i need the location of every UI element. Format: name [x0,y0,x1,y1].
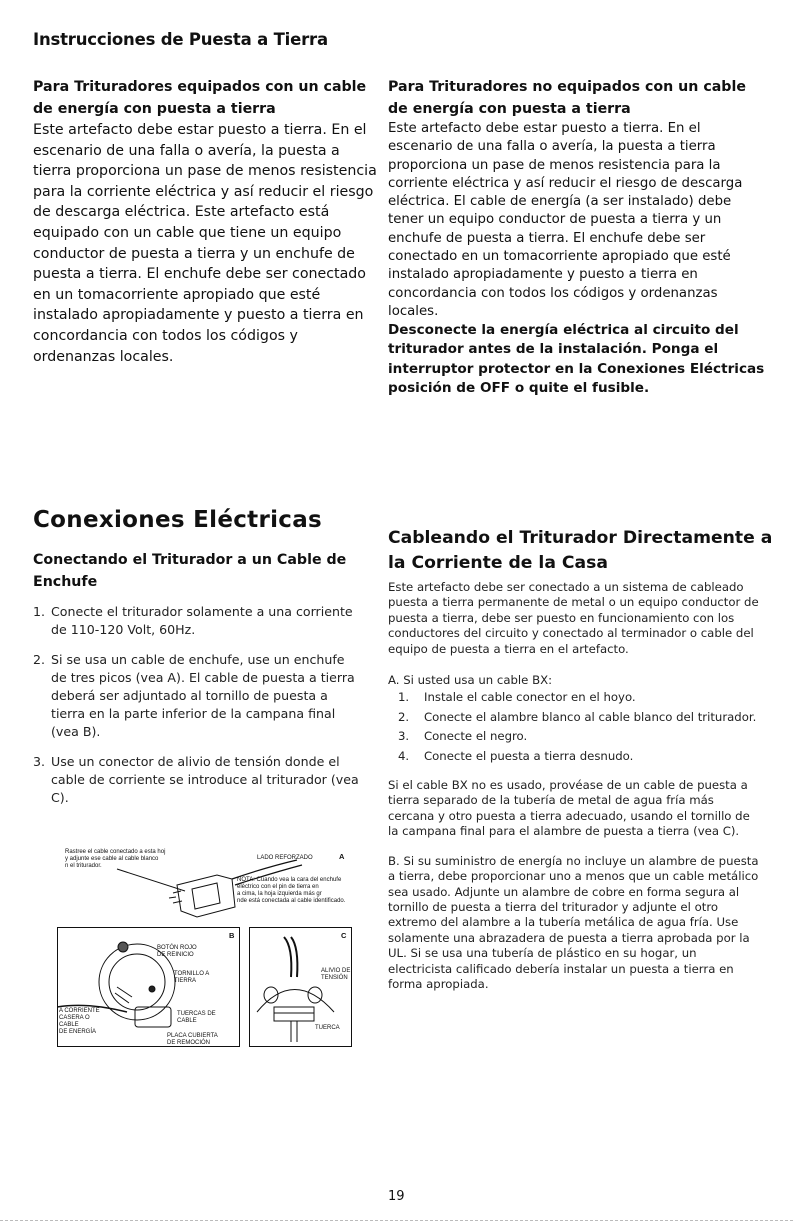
step-text: Si se usa un cable de enchufe, use un enchufe de tres picos (vea A). El cable de puesta a tierra deberá ser adjuntado al tornillo de puesta a tierra en la parte inferior de la campana final (vea B). [51,652,355,739]
direct-wiring-section [388,580,760,992]
list-item [33,603,363,639]
list-item [388,729,760,744]
ungrounded-cord-heading: Para Trituradores no equipados con un cable de energía con puesta a tierra [388,79,746,117]
figure-b-power-cord-line2: CASERA O [59,1015,90,1021]
step-number: 3. [33,754,46,769]
figure-b-reset-button-line1: BOTÓN ROJO [157,945,197,951]
grounded-cord-body: Este artefacto debe estar puesto a tierra. En el escenario de una falla o avería, la puesta a tierra proporciona un pase de menos resistencia para la corriente eléctrica y así reducir el riesgo de descarga eléctrica. Este artefacto está equipado con un cable que tiene un equipo conductor de puesta a tierra y un enchufe de puesta a tierra. El enchufe debe ser conectado en un tomacorriente apropiado que esté instalado apropiadamente y puesto a tierra en concordancia con todos los códigos y ordenanzas locales. [33,122,377,365]
grounded-cord-heading: Para Trituradores equipados con un cable de energía con puesta a tierra [33,79,367,117]
grounded-cord-section [33,76,378,367]
figure-b-cover-plate-line2: DE REMOCIÓN [167,1040,211,1046]
list-item [388,710,760,725]
figure-b-ground-screw-line1: TORNILLO A [174,971,210,977]
figure-b-disposer-diagram [57,927,240,1047]
plug-cord-heading: Conectando el Triturador a un Cable de Enchufe [33,552,347,590]
figure-b-letter: B [229,931,235,940]
list-item [33,753,363,807]
ungrounded-cord-body: Este artefacto debe estar puesto a tierra. En el escenario de una falla o avería, la puesta a tierra proporciona un pase de menos resistencia para la corriente eléctrica y así reducir el riesgo de descarga eléctrica. El cable de energía (a ser instalado) debe tener un equipo conductor de puesta a tierra y un enchufe de puesta a tierra. El enchufe debe ser conectado en un tomacorriente apropiado que esté instalado apropiadamente y puesto a tierra en concordancia con todos los códigos y ordenanzas locales. [388,121,743,319]
figure-b-power-cord-line1: A CORRIENTE [59,1008,100,1014]
plug-cord-steps [33,603,363,819]
list-item [388,690,760,705]
bx-note: Si el cable BX no es usado, provéase de un cable de puesta a tierra separado de la tubería de metal de agua fría más cercana y otro puesta a tierra adecuado, usando el tornillo de la campana final para el alambre de puesta a tierra (vea C). [388,778,750,839]
list-item [388,749,760,764]
step-text: Use un conector de alivio de tensión donde el cable de corriente se introduce al triturador (vea C). [51,754,359,805]
page-number: 19 [388,1189,405,1204]
figure-a-note-left-line3: n el triturador. [65,863,102,869]
figure-b-wire-nuts-line2: CABLE [177,1018,197,1024]
figure-b-power-cord-line4: DE ENERGÍA [59,1029,97,1035]
figure-a-note-right-line2: eléctrico con el pin de tierra en [237,884,319,890]
direct-wiring-intro: Este artefacto debe ser conectado a un sistema de cableado puesta a tierra permanente de metal o un equipo conductor de puesta a tierra, debe ser puesto en funcionamiento con los conductores del circuito y conectado al terminador o cable del equipo de puesta a tierra en el artefacto. [388,580,759,656]
page-title: Instrucciones de Puesta a Tierra [33,30,328,49]
step-number: 2. [398,709,410,724]
figure-c-letter: C [341,931,347,940]
step-text: Conecte el triturador solamente a una corriente de 110-120 Volt, 60Hz. [51,604,353,637]
figure-a-note-left-line1: Rastree el cable conectado a esta hoj [65,849,166,855]
step-text: Conecte el alambre blanco al cable blanco del triturador. [424,709,757,724]
figure-a-note-right-line1: NOTA: Cuando vea la cara del enchufe [237,877,342,883]
figure-b-wire-nuts-line1: TUERCAS DE [177,1011,216,1017]
disconnect-warning: Desconecte la energía eléctrica al circuito del triturador antes de la instalación. Ponga el interruptor protector en la Conexiones Eléctricas posición de OFF o quite el fusible. [388,322,765,396]
step-number: 3. [398,729,410,744]
step-number: 1. [33,604,46,619]
step-number: 4. [398,748,410,763]
figure-a-note-left-line2: y adjunte ese cable al cable blanco [65,856,159,862]
bottom-divider [0,1220,793,1221]
step-text: Conecte el puesta a tierra desnudo. [424,748,634,763]
figure-a-letter: A [339,852,345,861]
figure-a-side-label: LADO REFORZADO [257,855,313,861]
list-item [33,651,363,741]
figure-a-plug-diagram [57,845,352,923]
bx-intro: A. Si usted usa un cable BX: [388,673,553,688]
figure-b-ground-screw-line2: TIERRA [174,978,197,984]
ungrounded-cord-section [388,76,768,398]
figure-c-strain-relief-line1: ALIVIO DE [321,968,351,974]
figure-c-strain-relief-line2: TENSIÓN [321,975,348,981]
figure-b-reset-button-line2: DE REINICIO [157,952,194,958]
direct-wiring-heading: Cableando el Triturador Directamente a la Corriente de la Casa [388,528,773,573]
step-text: Conecte el negro. [424,729,528,744]
figure-b-power-cord-line3: CABLE [59,1022,79,1028]
figure-b-cover-plate-line1: PLACA CUBIERTA [167,1033,218,1039]
figure-a-note-right-line4: nde está conectada al cable identificado. [237,898,346,904]
b-paragraph: B. Si su suministro de energía no incluye un alambre de puesta a tierra, debe proporcionar uno a menos que un cable metálico sea usado. Adjunte un alambre de cobre en forma segura al tornillo de puesta a tierra del triturador y adjunte el otro extremo del alambre a la tubería metálica de agua fría. Use solamente una abrazadera de puesta a tierra aprobada por la UL. Si se usa una tubería de plástico en su hogar, un electricista calificado debería instalar un puesta a tierra en forma apropiada. [388,853,759,991]
section-title: Conexiones Eléctricas [33,507,323,533]
figure-c-nut-label: TUERCA [315,1025,340,1031]
figure-a-note-right-line3: a cima, la hoja izquierda más gr [237,891,322,897]
bx-steps [388,690,760,764]
figure-c-strain-relief-diagram [249,927,352,1047]
step-text: Instale el cable conector en el hoyo. [424,690,636,705]
step-number: 1. [398,690,410,705]
step-number: 2. [33,652,46,667]
